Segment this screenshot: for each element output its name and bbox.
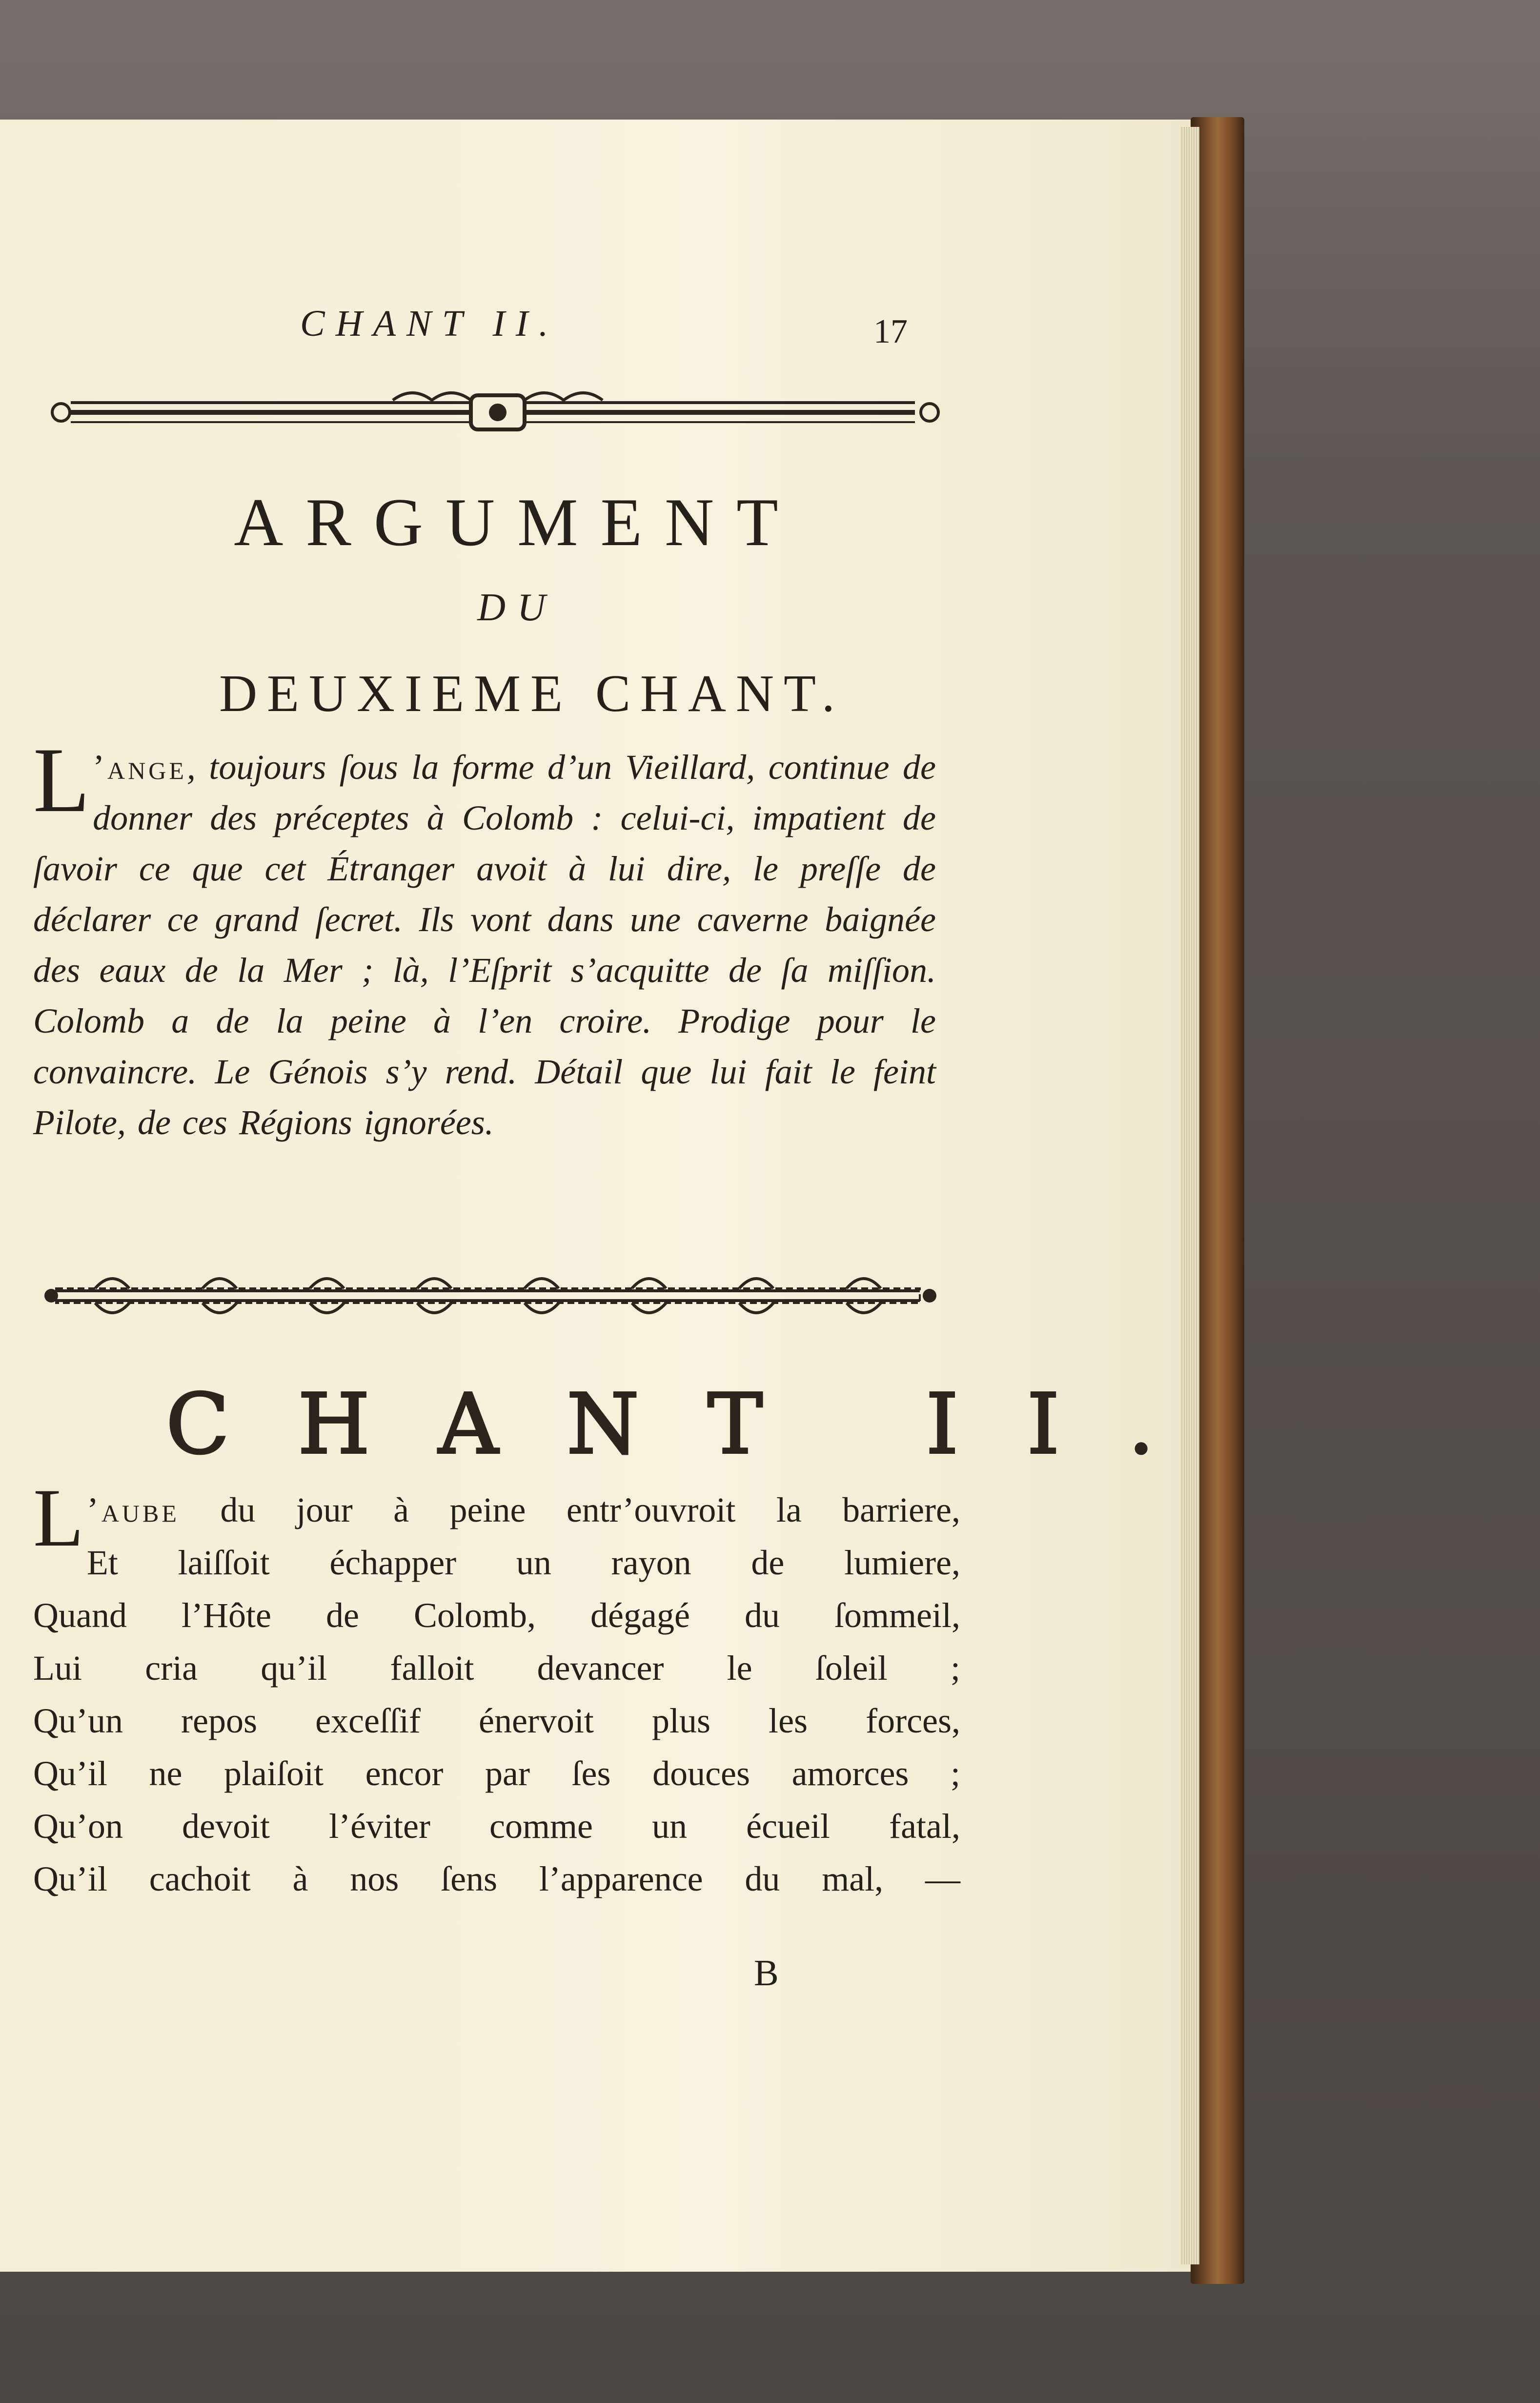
running-head: CHANT II. xyxy=(300,303,559,344)
argument-title: ARGUMENT xyxy=(234,485,801,560)
header-ornament-rule xyxy=(41,386,954,434)
signature-mark: B xyxy=(754,1953,779,1994)
poem-line: Quand l’Hôte de Colomb, dégagé du ſommeil, xyxy=(33,1596,960,1635)
poem-line: Lui cria qu’il falloit devancer le ſoleil ; xyxy=(33,1649,960,1688)
poem-line: Qu’un repos exceſſif énervoit plus les forces, xyxy=(33,1701,960,1740)
book-page xyxy=(0,120,1191,2272)
poem-dropcap: L xyxy=(33,1472,84,1564)
page-edges xyxy=(1180,127,1199,2264)
poem-line: Qu’il cachoit à nos ſens l’apparence du mal, — xyxy=(33,1859,960,1898)
argument-lead-word: ’ange xyxy=(93,748,187,787)
poem-line: Qu’il ne plaiſoit encor par ſes douces amorces ; xyxy=(33,1754,960,1793)
chain-ornament-rule xyxy=(41,1269,939,1323)
argument-dropcap: L xyxy=(33,729,90,832)
argument-chant-heading: DEUXIEME CHANT. xyxy=(219,665,845,723)
page-number: 17 xyxy=(873,313,908,350)
chant-title: CHANT II. xyxy=(166,1376,1223,1473)
poem-lead-word: ’aube xyxy=(86,1490,180,1529)
poem xyxy=(33,1472,960,1905)
poem-line: Et laiſſoit échapper un rayon de lumiere, xyxy=(86,1543,960,1582)
poem-line-text: du jour à peine entr’ouvroit la barriere, xyxy=(179,1490,960,1529)
argument-body xyxy=(33,729,936,1148)
argument-du: DU xyxy=(477,586,557,629)
argument-text: , toujours ſous la forme d’un Vieillard, continue de donner des préceptes à Colomb : celui-ci, impatient de ſavoir ce que cet Étranger avoit à lui dire, le preſſe de déclarer ce grand ſecret. Ils vont dans une caverne baignée des eaux de la Mer ; là, l’Eſprit s’acquitte de ſa miſſion. Colomb a de la peine à l’en croire. Prodige pour le convaincre. Le Génois s’y rend. Détail que lui fait le feint Pilote, de ces Régions ignorées. xyxy=(33,748,936,1142)
poem-line: Qu’on devoit l’éviter comme un écueil fatal, xyxy=(33,1807,960,1846)
